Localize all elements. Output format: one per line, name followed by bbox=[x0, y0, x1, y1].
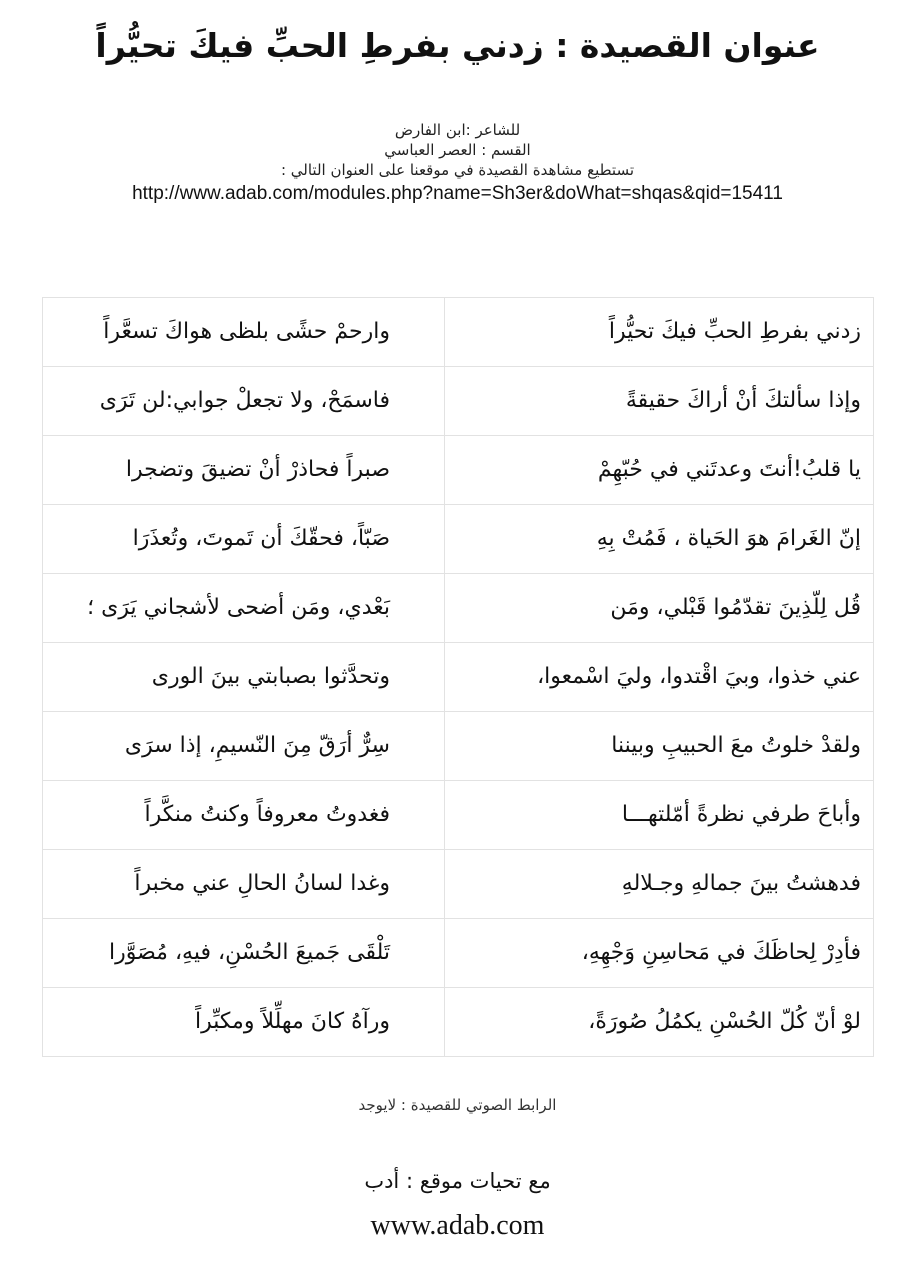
verse-first-hemistich: فأدِرْ لِحاظَكَ في مَحاسِنِ وَجْهِهِ، bbox=[445, 919, 874, 988]
verse-second-hemistich: سِرٌّ أرَقّ مِنَ النّسيمِ، إذا سرَى bbox=[43, 712, 445, 781]
verse-first-hemistich: يا قلبُ!أنتَ وعدتَني في حُبّهِمْ bbox=[445, 436, 874, 505]
url-note-line: تستطيع مشاهدة القصيدة في موقعنا على العنوان التالي : bbox=[280, 161, 635, 179]
verse-second-hemistich: صَبّاً، فحقّكَ أن تَموتَ، وتُعذَرَا bbox=[43, 505, 445, 574]
verse-row bbox=[43, 574, 874, 643]
verse-row bbox=[43, 850, 874, 919]
section-line: القسم : العصر العباسي bbox=[384, 141, 531, 159]
poet-line: للشاعر :ابن الفارض bbox=[394, 121, 521, 139]
greetings-line: مع تحيات موقع : أدب bbox=[364, 1169, 551, 1193]
poem-table bbox=[42, 297, 874, 1057]
verse-first-hemistich: فدهشتُ بينَ جمالهِ وجـلالهِ bbox=[445, 850, 874, 919]
verse-row bbox=[43, 712, 874, 781]
verse-first-hemistich: عني خذوا، وبيَ اقْتدوا، وليَ اسْمعوا، bbox=[445, 643, 874, 712]
verse-first-hemistich: إنّ الغَرامَ هوَ الحَياة ، فَمُتْ بِهِ bbox=[445, 505, 874, 574]
verse-first-hemistich: زدني بفرطِ الحبِّ فيكَ تحيُّراً bbox=[445, 298, 874, 367]
verse-row bbox=[43, 919, 874, 988]
poem-url-link[interactable]: http://www.adab.com/modules.php?name=Sh3er&doWhat=shqas&qid=15411 bbox=[132, 183, 783, 204]
verse-second-hemistich: وتحدَّثوا بصبابتي بينَ الورى bbox=[43, 643, 445, 712]
verse-first-hemistich: وأباحَ طرفي نظرةً أمّلتهـــا bbox=[445, 781, 874, 850]
verse-second-hemistich: بَعْدي، ومَن أضحى لأشجاني يَرَى ؛ bbox=[43, 574, 445, 643]
verse-first-hemistich: ولقدْ خلوتُ معَ الحبيبِ وبيننا bbox=[445, 712, 874, 781]
verse-row bbox=[43, 781, 874, 850]
verse-row bbox=[43, 436, 874, 505]
verse-second-hemistich: صبراً فحاذرْ أنْ تضيقَ وتضجرا bbox=[43, 436, 445, 505]
page-title: عنوان القصيدة : زدني بفرطِ الحبِّ فيكَ تحيُّراً bbox=[95, 26, 820, 65]
verse-row bbox=[43, 988, 874, 1057]
verse-second-hemistich: فغدوتُ معروفاً وكنتُ منكَّراً bbox=[43, 781, 445, 850]
verse-first-hemistich: وإذا سألتكَ أنْ أراكَ حقيقةً bbox=[445, 367, 874, 436]
site-url-link[interactable]: www.adab.com bbox=[370, 1210, 545, 1241]
verse-row bbox=[43, 298, 874, 367]
verse-first-hemistich: لوْ أنّ كُلّ الحُسْنِ يكمُلُ صُورَةً، bbox=[445, 988, 874, 1057]
verse-second-hemistich: تَلْقَى جَميعَ الحُسْنِ، فيهِ، مُصَوَّرا bbox=[43, 919, 445, 988]
verse-row bbox=[43, 367, 874, 436]
verse-second-hemistich: وارحمْ حشًى بلظى هواكَ تسعَّراً bbox=[43, 298, 445, 367]
verse-second-hemistich: ورآهُ كانَ مهلِّلاً ومكبِّراً bbox=[43, 988, 445, 1057]
verse-second-hemistich: وغدا لسانُ الحالِ عني مخبراً bbox=[43, 850, 445, 919]
verse-row bbox=[43, 643, 874, 712]
audio-link-note: الرابط الصوتي للقصيدة : لايوجد bbox=[358, 1096, 557, 1114]
verse-second-hemistich: فاسمَحْ، ولا تجعلْ جوابي:لن تَرَى bbox=[43, 367, 445, 436]
verse-row bbox=[43, 505, 874, 574]
poem-meta bbox=[0, 120, 915, 206]
verse-first-hemistich: قُل لِلّذِينَ تقدّمُوا قَبْلي، ومَن bbox=[445, 574, 874, 643]
